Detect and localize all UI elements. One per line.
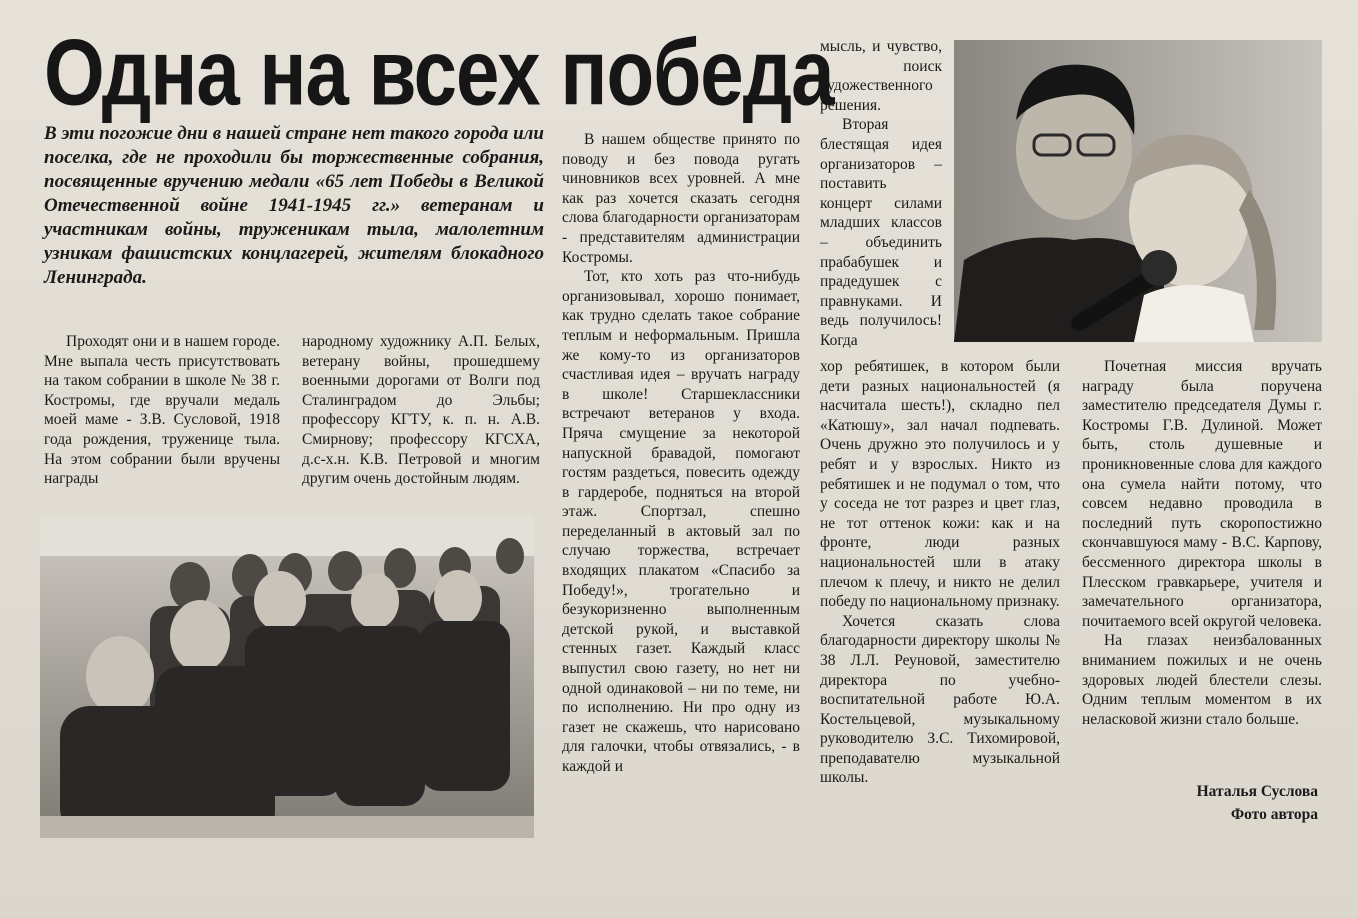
column-5-paragraph-2: На глазах неизбалованных вниманием пожилых и не очень здоровых людей блестели слезы. Одним теплым моментом в их неласковой жизни стало больше. xyxy=(1082,632,1322,728)
column-4-paragraph-2: Вторая блестящая идея организаторов – поставить концерт силами младших классов – объединить прабабушек и прадедушек с правнуками. И ведь получилось! Когда xyxy=(820,116,942,349)
column-5-paragraph-1: Почетная миссия вручать награду была поручена заместителю председателя Думы г. Костромы Г.В. Дулиной. Может быть, столь душевные и проникновенные слова для каждого она сумела найти потому, что совсем недавно проводила в последний путь скоропостижно скончавшуюся маму - В.С. Карпову, бессменного директора школы в Плесском гравкарьере, учителя и замечательного организатора, почитаемого всей округой человека. xyxy=(1082,358,1322,630)
column-3-paragraph-1: В нашем обществе принято по поводу и без повода ругать чиновников всех уровней. А мне как раз хочется сказать сегодня слова благодарности организаторам - представителям администрации Костромы. xyxy=(562,131,800,266)
column-1 xyxy=(44,332,280,489)
column-4-paragraph-1: мысль, и чувство, и поиск художественного решения. xyxy=(820,38,942,114)
lead-paragraph: В эти погожие дни в нашей стране нет такого города или поселка, где не проходили бы торжественные собрания, посвященные вручению медали «65 лет Победы в Великой Отечественной войне 1941-1945 гг.» ветеранам и участникам войны, труженикам тыла, малолетним узникам фашистских концлагерей, жителям блокадного Ленинграда. xyxy=(44,123,544,288)
headline: Одна на всех победа xyxy=(44,19,834,125)
audience-photo-image xyxy=(40,516,534,838)
audience-photo xyxy=(40,516,534,838)
children-singing-photo-image xyxy=(954,40,1322,342)
column-5 xyxy=(1082,357,1322,729)
column-4-upper xyxy=(820,37,942,351)
photo-credit: Фото автора xyxy=(1230,806,1318,823)
children-singing-photo xyxy=(954,40,1322,342)
column-4-paragraph-3: хор ребятишек, в котором были дети разных национальностей (я насчитала шесть!), складно пел «Катюшу», зал начал подпевать. Очень дружно это получилось и у ребят и у взрослых. Никто из ребятишек и не подумал о том, что у соседа не тот разрез и цвет глаз, не тот оттенок кожи: как и на фронте, люди разных национальностей шли в атаку плечом к плечу, и никто не делил победу по национальному признаку. xyxy=(820,358,1060,611)
column-2 xyxy=(302,332,540,489)
column-2-text: народному художнику А.П. Белых, ветерану войны, прошедшему военными дорогами от Волги под Сталинградом до Эльбы; профессору КГТУ, к. п. н. А.В. Смирнову; профессору КГСХА, д.с-х.н. К.В. Петровой и многим другим очень достойным людям. xyxy=(302,333,540,488)
column-1-text: Проходят они и в нашем городе. Мне выпала честь присутствовать на таком собрании в школе № 38 г. Костромы, где вручали медаль моей маме - З.В. Сусловой, 1918 года рождения, труженице тыла. На этом собрании были вручены награды xyxy=(44,333,280,488)
column-3-paragraph-2: Тот, кто хоть раз что-нибудь организовывал, хорошо понимает, как трудно сделать такое собрание теплым и неформальным. Пришла же кому-то из организаторов счастливая идея – вручать награду в школе! Старшеклассники встречают ветеранов у входа. Пряча смущение за некоторой напускной бравадой, помогают гостям раздеться, повесить одежду в гардеробе, подняться на второй этаж. Спортзал, спешно переделанный в актовый зал по случаю торжества, встречает входящих плакатом «Спасибо за Победу!», трогательно и безукоризненно выполненным детской рукой, и выставкой стенных газет. Каждый класс выпустил свою газету, но нет ни одной одинаковой – ни по теме, ни по исполнению. Ни про одну из газет не скажешь, что нарисовано для галочки, чтобы отвязались, - в каждой и xyxy=(562,268,800,775)
column-4-paragraph-4: Хочется сказать слова благодарности директору школы № 38 Л.Л. Реуновой, заместителю директора по учебно-воспитательной работе Ю.А. Костельцевой, музыкальному руководителю З.С. Тихомировой, преподавателю музыкальной школы. xyxy=(820,612,1060,787)
author-signature: Наталья Суслова xyxy=(1196,783,1318,800)
column-3 xyxy=(562,130,800,777)
column-4-lower xyxy=(820,357,1060,788)
